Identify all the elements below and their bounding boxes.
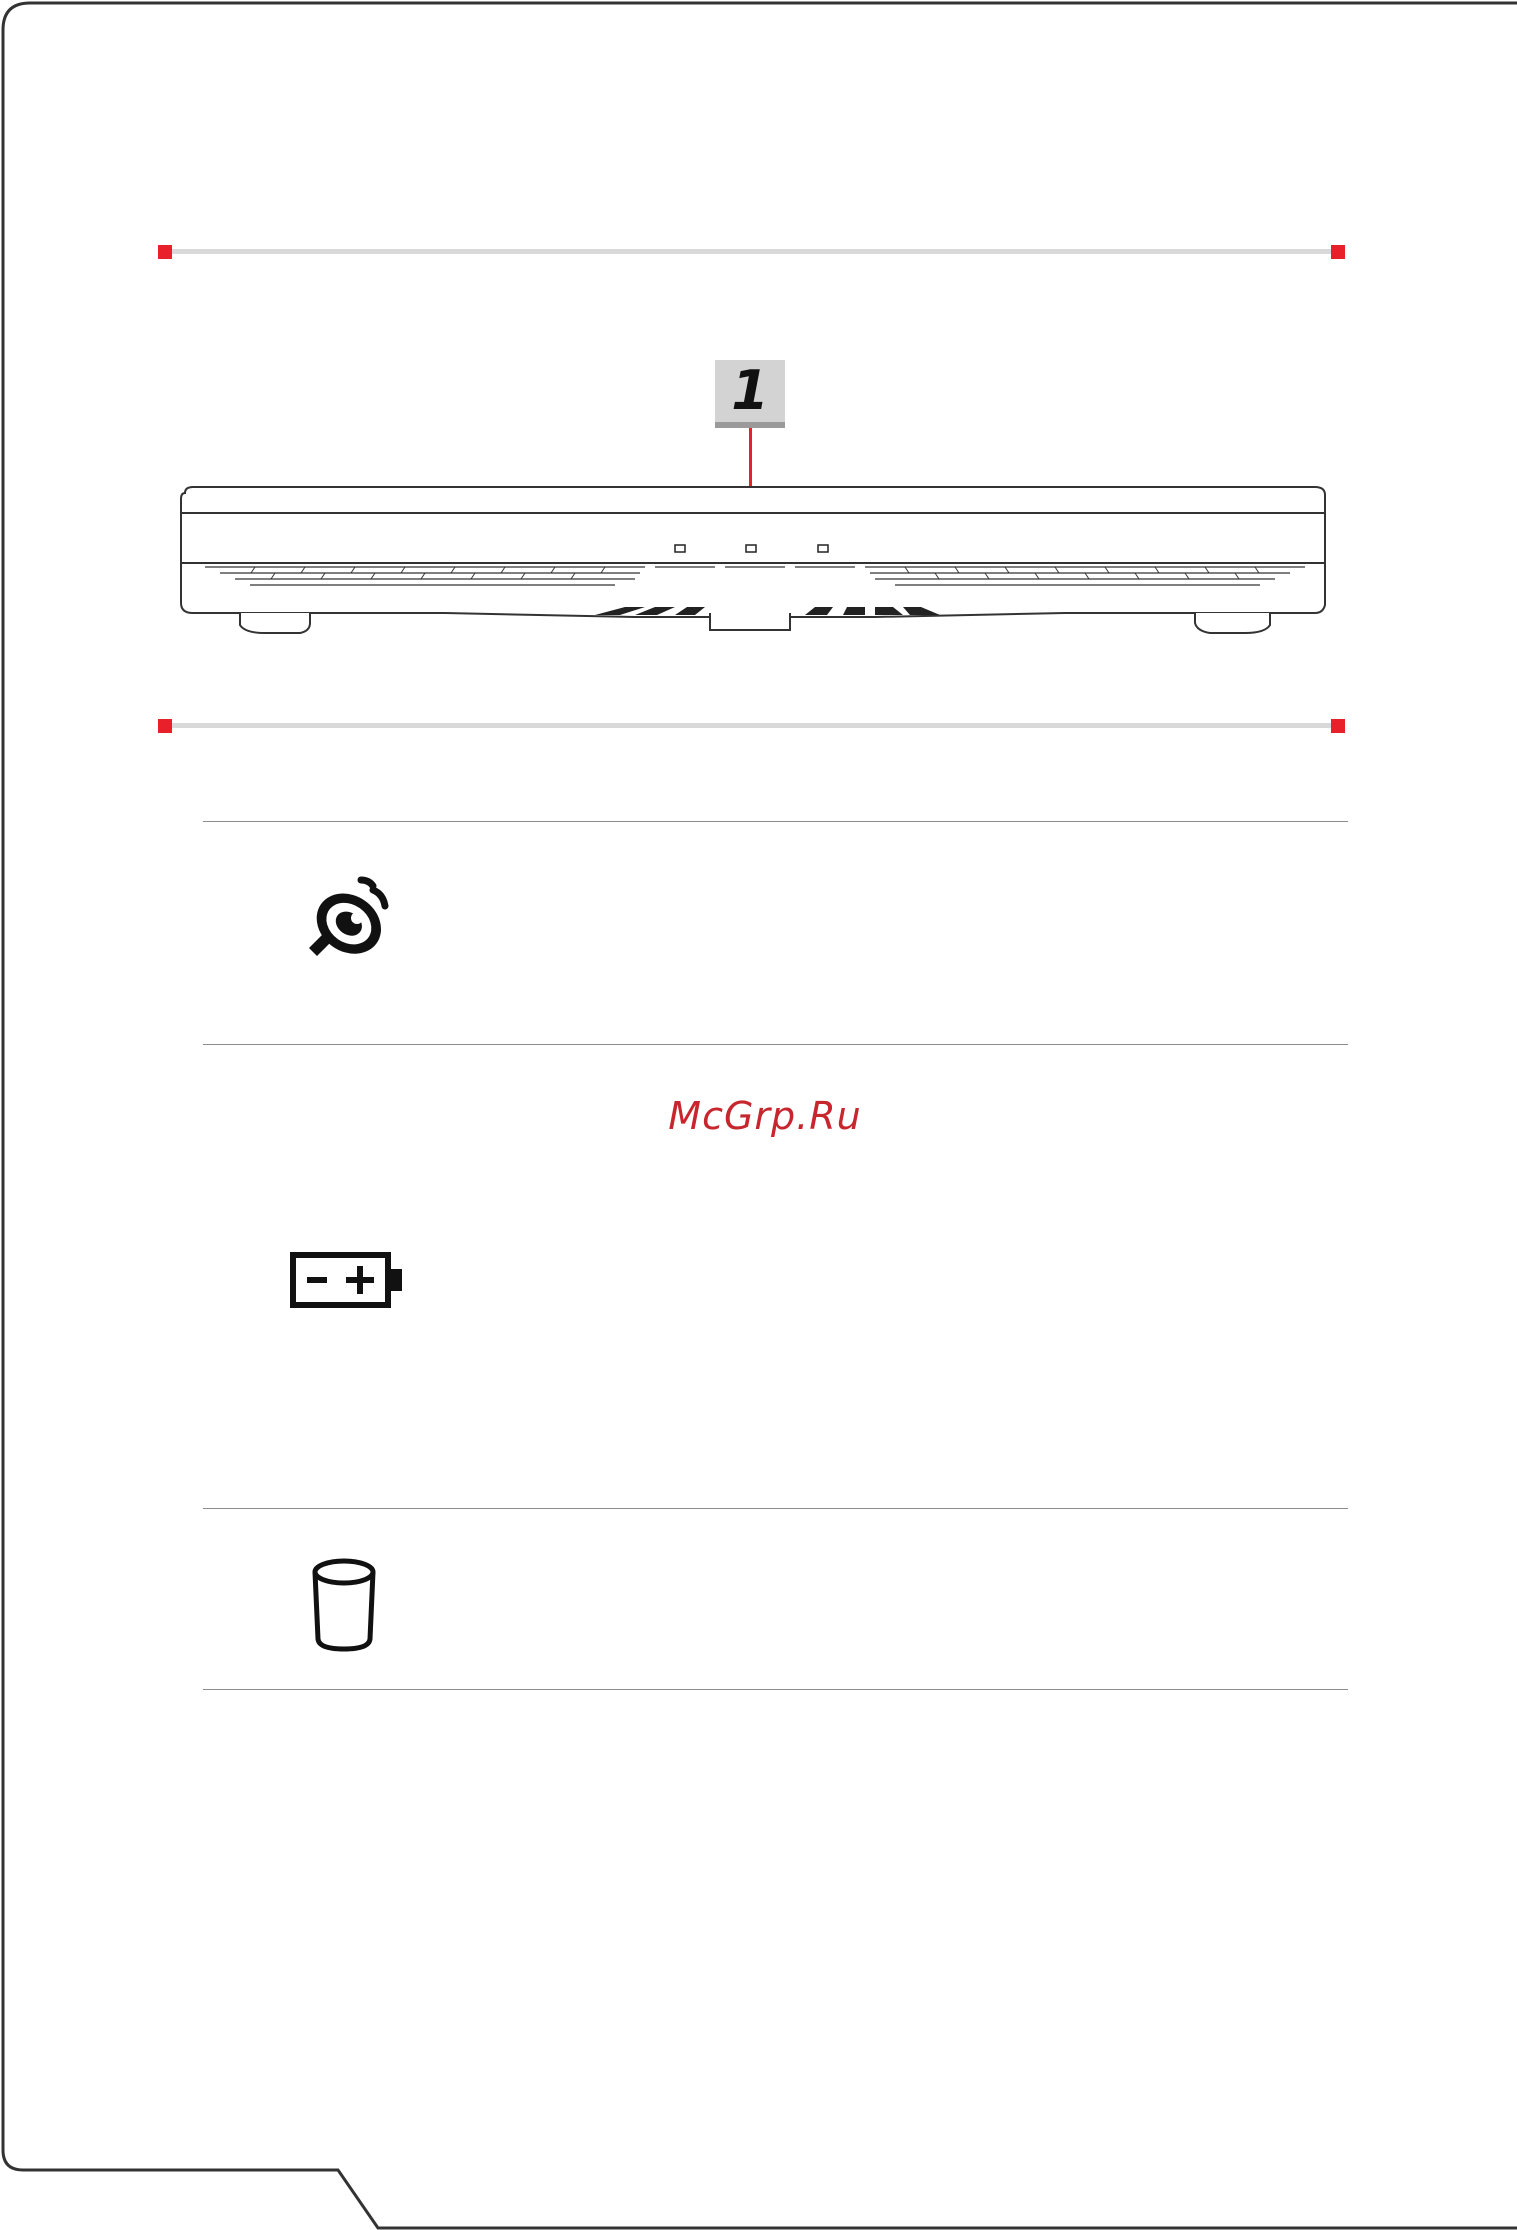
callout-number: 1 [731,359,769,422]
watermark: McGrp.Ru [668,1094,862,1138]
rule-marker-right [1331,245,1345,259]
table-rule [203,1689,1348,1690]
table-rule [203,1508,1348,1509]
storage-drive-icon [307,1557,381,1653]
callout-badge [715,360,785,428]
table-rule [203,1044,1348,1045]
battery-icon [290,1252,406,1308]
rule-marker-left [158,719,172,733]
rule-marker-right [1331,719,1345,733]
wireless-lan-icon [295,872,405,972]
section-rule-middle [166,723,1338,728]
section-rule-top [166,249,1338,254]
rule-marker-left [158,245,172,259]
table-rule [203,821,1348,822]
laptop-front-view [175,485,1335,640]
